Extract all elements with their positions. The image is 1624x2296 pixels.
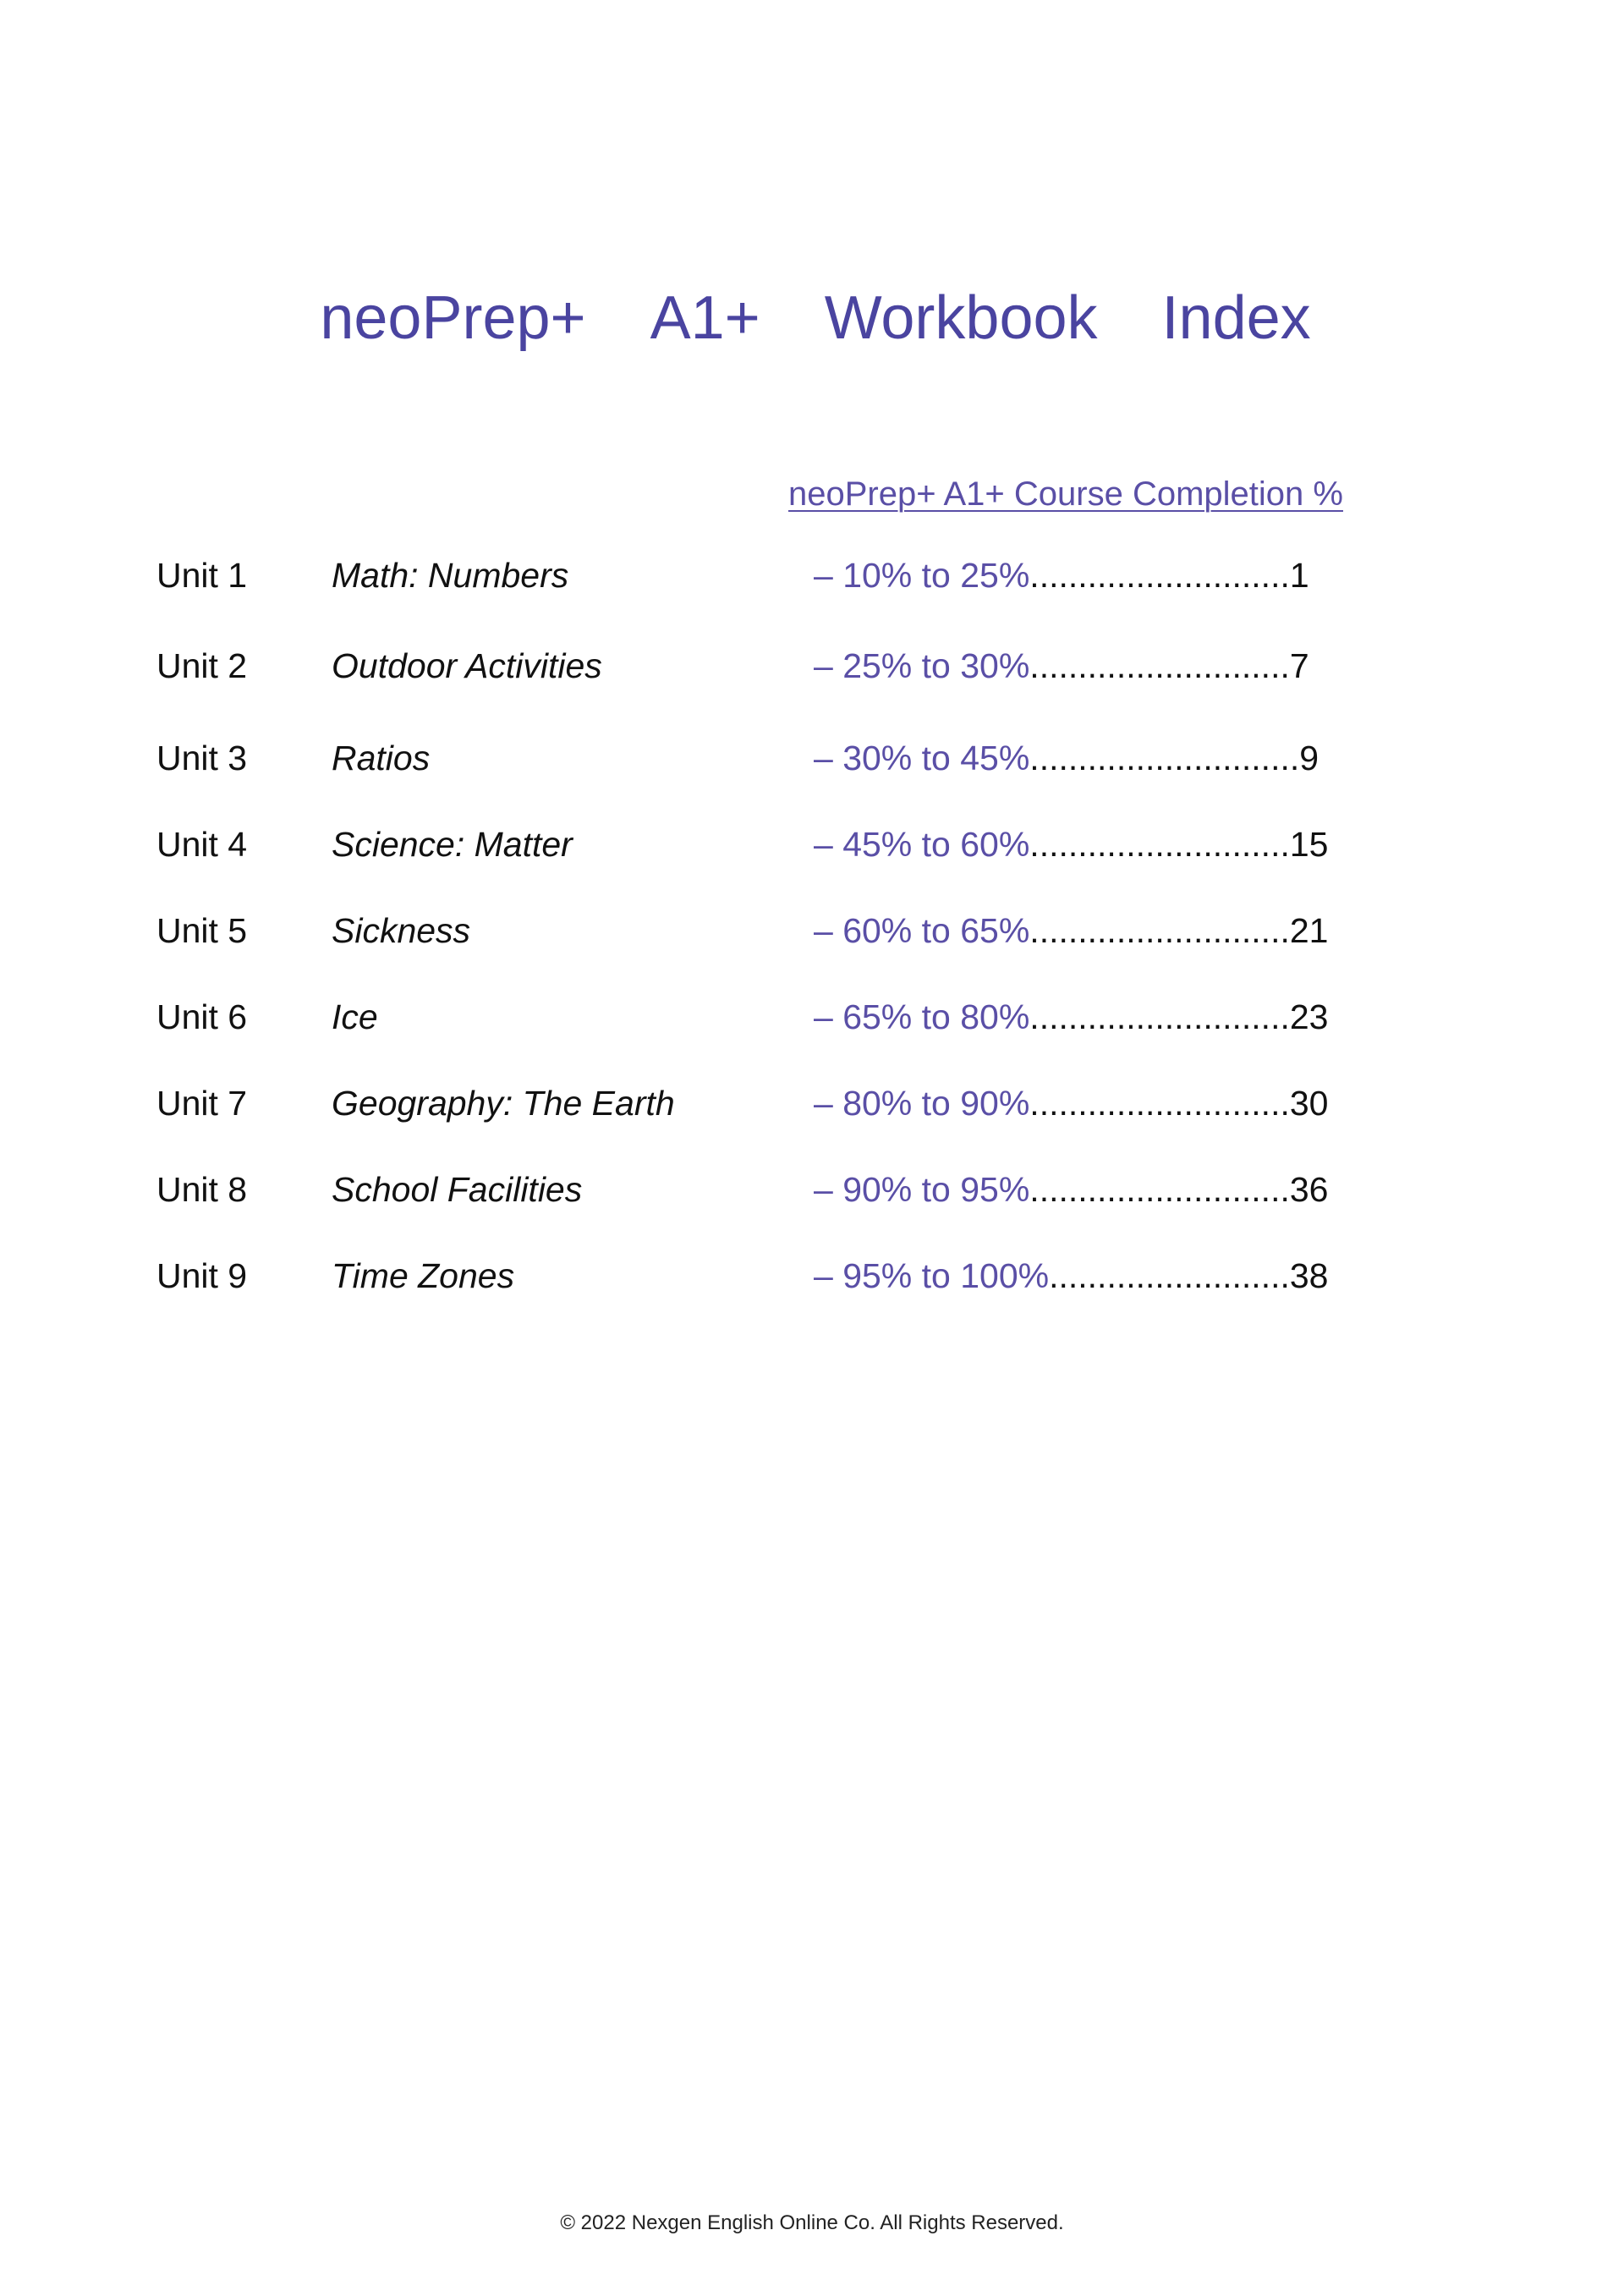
unit-completion-range (814, 640, 1309, 691)
title-word-level: A1+ (650, 284, 760, 352)
page-title (3, 276, 1624, 360)
completion-column-header: neoPrep+ A1+ Course Completion % (788, 475, 1343, 513)
unit-completion-range (814, 905, 1328, 956)
range-text: – 95% to 100% (814, 1256, 1050, 1295)
leader-dots: ........................... (1029, 825, 1290, 864)
copyright-footer: © 2022 Nexgen English Online Co. All Rights Reserved. (560, 2211, 1064, 2234)
range-text: – 60% to 65% (814, 911, 1030, 950)
unit-row (0, 905, 1624, 956)
unit-label: Unit 5 (156, 911, 248, 950)
unit-row (0, 819, 1624, 870)
unit-title: Math: Numbers (332, 556, 569, 595)
range-text: – 80% to 90% (814, 1084, 1030, 1123)
unit-title: Geography: The Earth (332, 1084, 675, 1123)
unit-title: Science: Matter (332, 825, 573, 864)
unit-completion-range (814, 991, 1328, 1042)
unit-label: Unit 3 (156, 739, 248, 777)
unit-row (0, 733, 1624, 783)
leader-dots: ............................ (1029, 739, 1300, 777)
leader-dots: ........................... (1029, 997, 1290, 1036)
unit-row (0, 550, 1624, 601)
range-text: – 30% to 45% (814, 739, 1030, 777)
title-word-workbook: Workbook (824, 284, 1098, 352)
page-number: 15 (1289, 825, 1329, 864)
unit-completion-range (814, 1250, 1328, 1301)
unit-label: Unit 9 (156, 1256, 248, 1295)
page-number: 36 (1289, 1170, 1329, 1209)
unit-title: Outdoor Activities (332, 646, 602, 685)
unit-label: Unit 1 (156, 556, 248, 595)
unit-title: School Facilities (332, 1170, 583, 1209)
unit-row (0, 991, 1624, 1042)
page-number: 7 (1289, 646, 1309, 685)
unit-title: Ice (332, 997, 378, 1036)
page-number: 1 (1289, 556, 1309, 595)
range-text: – 10% to 25% (814, 556, 1030, 595)
leader-dots: ........................... (1029, 1170, 1290, 1209)
page-number: 23 (1289, 997, 1329, 1036)
unit-row (0, 1250, 1624, 1301)
leader-dots: ........................... (1029, 646, 1290, 685)
unit-title: Time Zones (332, 1256, 515, 1295)
range-text: – 90% to 95% (814, 1170, 1030, 1209)
unit-title: Ratios (332, 739, 431, 777)
leader-dots: ........................... (1029, 911, 1290, 950)
unit-completion-range (814, 550, 1309, 601)
unit-row (0, 1164, 1624, 1215)
range-text: – 25% to 30% (814, 646, 1030, 685)
page-number: 21 (1289, 911, 1329, 950)
unit-label: Unit 8 (156, 1170, 248, 1209)
unit-label: Unit 6 (156, 997, 248, 1036)
leader-dots: ......................... (1049, 1256, 1290, 1295)
unit-label: Unit 7 (156, 1084, 248, 1123)
range-text: – 65% to 80% (814, 997, 1030, 1036)
page-number: 30 (1289, 1084, 1329, 1123)
unit-title: Sickness (332, 911, 471, 950)
unit-label: Unit 4 (156, 825, 248, 864)
range-text: – 45% to 60% (814, 825, 1030, 864)
page-number: 38 (1289, 1256, 1329, 1295)
title-word-brand: neoPrep+ (320, 284, 586, 352)
page-number: 9 (1299, 739, 1320, 777)
unit-completion-range (814, 733, 1319, 783)
leader-dots: ........................... (1029, 556, 1290, 595)
unit-completion-range (814, 1078, 1328, 1129)
unit-row (0, 640, 1624, 691)
unit-label: Unit 2 (156, 646, 248, 685)
unit-row (0, 1078, 1624, 1129)
leader-dots: ........................... (1029, 1084, 1290, 1123)
title-word-index: Index (1161, 284, 1311, 352)
unit-completion-range (814, 1164, 1328, 1215)
unit-completion-range (814, 819, 1328, 870)
